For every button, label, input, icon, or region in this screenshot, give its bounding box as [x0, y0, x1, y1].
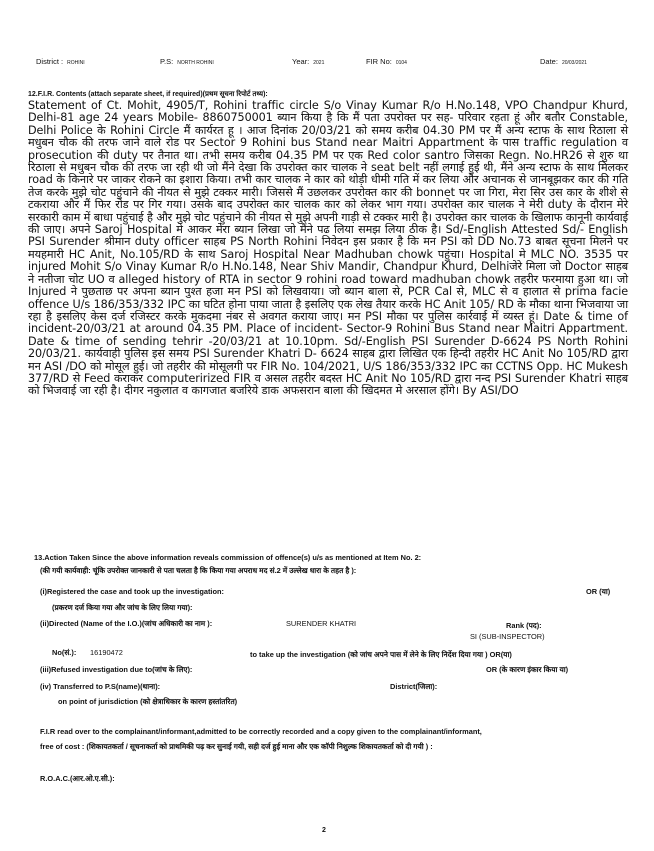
fir-no-field: [366, 57, 407, 66]
rank-value: SI (SUB-INSPECTOR): [470, 632, 545, 641]
jurisdiction-label: on point of jurisdiction (को क्षेत्राधिकार के कारण हस्तांतरित): [58, 697, 238, 706]
registered-case-hindi: (प्रकरण दर्ज किया गया और जांच के लिए लिया गया):: [52, 603, 193, 612]
io-number-label: No(सं.):: [52, 648, 77, 657]
refused-or: OR (के कारण इंकार किया या): [486, 665, 569, 674]
district-label: District :: [36, 57, 64, 66]
district-label-13: District(जिला):: [390, 682, 438, 691]
year-field: [292, 57, 324, 66]
transferred-ps-label: (iv) Transferred to P.S(name)(थाना):: [40, 682, 161, 691]
ps-label: P.S:: [160, 57, 174, 66]
section-13-heading: 13.Action Taken Since the above information reveals commission of offence(s) u/s as mentioned at Item No. 2:: [34, 553, 422, 562]
directed-io-label: (ii)Directed (Name of the I.O.)(जांच अधिकारी का नाम ):: [40, 619, 213, 628]
take-up-investigation: to take up the investigation (को जांच अपने पास में लेने के लिए निर्देश दिया गया ) OR(या): [250, 650, 512, 659]
section-12-heading: 12.F.I.R. Contents (attach separate sheet, if required)(प्रथम सूचना रिपोर्ट तथ्य):: [28, 91, 268, 98]
fir-no-label: FIR No:: [366, 57, 392, 66]
refused-investigation-label: (iii)Refused investigation due to(जांच के लिए):: [40, 665, 193, 674]
ps-field: [160, 57, 214, 66]
io-name-value: SURENDER KHATRI: [286, 619, 357, 628]
district-value: ROHINI: [67, 60, 85, 66]
section-13-heading-hindi: (की गयी कार्यवाही: चूंकि उपरोक्त जानकारी से पता चलता है कि किया गया अपराध मद सं.2 में उल्लेख धारा के तहत है ):: [40, 566, 357, 575]
date-value: 20/03/2021: [561, 60, 587, 66]
date-field: [540, 57, 587, 66]
io-number-value: 16190472: [90, 648, 123, 657]
fir-no-value: 0104: [395, 60, 407, 66]
page-number: 2: [322, 827, 326, 834]
registered-or: OR (या): [586, 587, 611, 596]
roac-label: R.O.A.C.(आर.ओ.ए.सी.):: [40, 774, 115, 783]
date-label: Date:: [540, 57, 558, 66]
fir-contents-body: Statement of Ct. Mohit, 4905/T, Rohini traffic circle S/o Vinay Kumar R/o H.No.148, VPO Chandpur Khurd, Delhi-81 age 24 years Mobile- 8860750001 ब्यान किया है कि मैं पता उपरोक्त पर सह- परिवार रहता हूं और बतौर Constable, Delhi Police के Rohini Circle मैं कार्यरत हू । आज दिनांक 20/03/21 को समय करीब 04.30 PM पर मैं अन्य स्टाफ के साथ रिठाला से मधुबन चौक की तरफ जाने वाले रोड पर Sector 9 Rohini bus Stand near Maitri Appartment के पास traffic regulation व prosecution की duty पर तैनात था। तभी समय करीब 04.35 PM पर एक Red color santro जिसका Regn. No.HR26 से शुरु था रिठाला से मधुबन चौक की तरफ जा रही थी जो मैंने देखा कि उपरोक्त कार चालक ने seat belt नहीं लगाई हुई थी, मैंने अन्य स्टाफ के साथ मिलकर road के किनारे पर जाकर रोकने का इशारा किया। तभी कार चालक ने कार को थोड़ी धीमी गति में कर लिया और अचानक से जानबूझकर कार की गति तेज करके मुझे चोट पहुंचाने की नीयत से मुझे टक्कर मारी। जिससे मैं उछलकर उपरोक्त कार की bonnet पर जा गिरा, मेरा सिर उस कार के शीशे से टकराया और मैं फिर रोड पर गिर गया। उसके बाद उपरोक्त कार चालक कार को लेकर भाग गया। उपरोक्त कार चालक ने मेरी duty के दौरान मेरे सरकारी काम में बाधा पहुंचाई है और मुझे चोट पहुंचाने की नीयत से मुझे अपनी गाड़ी से टक्कर मारी है। उपरोक्त कार चालक के खिलाफ कानूनी कार्यवाई की जाए। अपने Saroj Hospital मे आकर मेरा ब्यान लिखा जो मैंने पढ लिया समझ लिया ठीक है। Sd/-English Attested Sd/- English PSI Surender श्रीमान duty officer साहब PS North Rohini निवेदन इस प्रकार है कि मन PSI को DD No.73 बाबत सूचना मिलने पर मयहमारी HC Anit, No.105/RD के साथ Saroj Hospital Near Madhuban chowk पहुंचा। Hospital मे MLC NO. 3535 पर injured Mohit S/o Vinay Kumar R/o H.No.148, Near Shiv Mandir, Chandpur Khurd, Delhiजेरे मिला जो Doctor साहब ने नतीजा चोट UO व alleged history of RTA in sector 9 rohini road toward madhuban chowk तहरीर फरमाया हुआ था। जो Injured ने पुछताछ पर अपना ब्यान पुश्त हजा मन PSI को लिखवाया। जो ब्यान बाला से, PCR Cal से, MLC से व हालात से prima facie offence U/s 186/353/332 IPC का घटित होना पाया जाता है इसलिए एक लेख तैयार करके HC Anit 105/ RD के मौका थाना भिजवाया जा रहा है इसलिए केस दर्ज रजिस्टर करके मुकदमा नंबर से अवगत कराया जाए। मन PSI मौका पर पुलिस कार्रवाई में व्यस्त हूं। Date & time of incident-20/03/21 at around 04.35 PM. Place of incident- Sector-9 Rohini Bus Stand near Maitri Appartment. Date & time of sending tehrir -20/03/21 at 10.10pm. Sd/-English PSI Surender D-6624 PS North Rohini 20/03/21. कार्यवाही पुलिस इस समय PSI Surender Khatri D- 6624 साहब द्वारा लिखित एक हिन्दी तहरीर HC Anit No 105/RD द्वारा मन ASI /DO को मोसूल हुई। जो तहरीर की मोसूलगी पर FIR No. 104/2021, U/S 186/353/332 IPC का CCTNS Opp. HC Mukesh 377/RD से Feed कराकर computerirized FIR व असल तहरीर बदस्त HC Anit No 105/RD द्वारा नन्द PSI Surender Khatri साहब को भिजवाई जा रही है। दीगर नकुलात व कागजात बजरिये डाक अफसरान बाला की खिदमत मे अरसाल होंगे। By ASI/DO: [28, 99, 628, 398]
free-of-cost: free of cost : (शिकायतकर्ता / सूचनाकर्ता को प्राथमिकी पढ़ कर सुनाई गयी, सही दर्ज हुई माना और एक कॉपी निशुल्क शिकायतकर्ता को दी गयी ) :: [40, 742, 433, 751]
year-value: 2021: [313, 60, 325, 66]
registered-case-label: (i)Registered the case and took up the investigation:: [40, 587, 224, 596]
district-field: [36, 57, 85, 66]
rank-label: Rank (पद):: [506, 621, 542, 630]
year-label: Year:: [292, 57, 310, 66]
fir-read-over: F.I.R read over to the complainant/informant,admitted to be correctly recorded and a copy given to the complainant/informant,: [40, 727, 482, 736]
ps-value: NORTH ROHINI: [177, 60, 214, 66]
